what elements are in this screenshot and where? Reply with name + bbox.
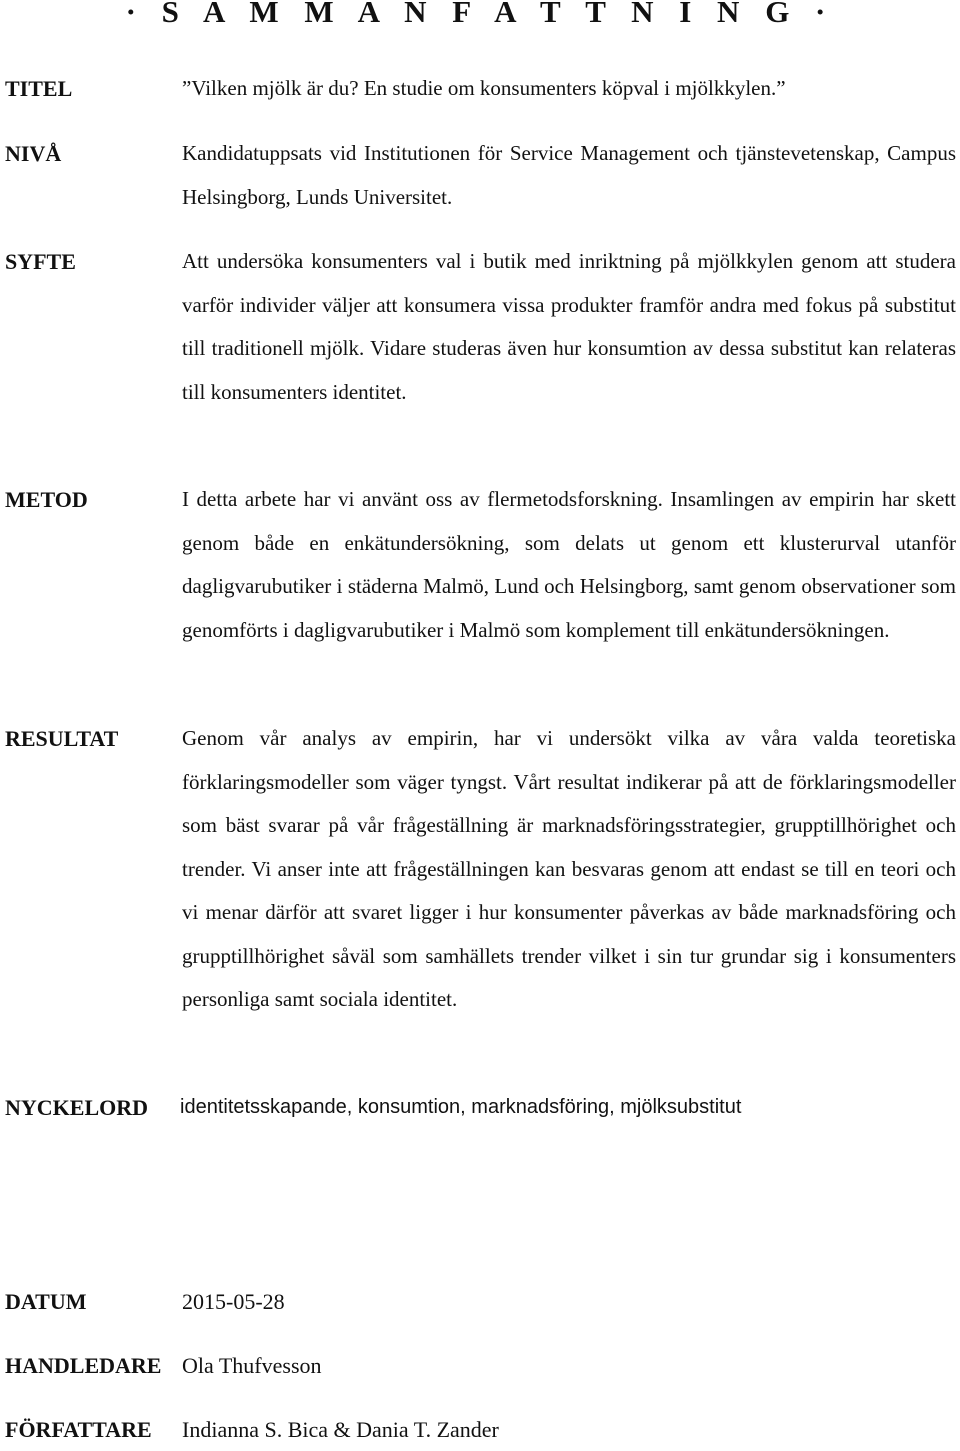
section-text-niva: Kandidatuppsats vid Institutionen för Service Management och tjänstevetenskap, Campus Helsingborg, Lunds Universitet. [182, 141, 956, 209]
forfattare-value: Indianna S. Bica & Dania T. Zander [182, 1417, 499, 1442]
datum-value: 2015-05-28 [182, 1289, 285, 1314]
section-label-niva: NIVÅ [5, 141, 62, 166]
section-label-syfte: SYFTE [5, 249, 76, 274]
section-text-metod: I detta arbete har vi använt oss av flermetodsforskning. Insamlingen av empirin har skett genom både en enkätundersökning, som delats ut genom ett klusterurval utanför dagligvarubutiker i städerna Malmö, Lund och Helsingborg, samt genom observationer som genomförts i dagligvarubutiker i Malmö som komplement till enkätundersökningen. [182, 487, 956, 642]
handledare-label: HANDLEDARE [5, 1353, 162, 1378]
handledare-value: Ola Thufvesson [182, 1353, 322, 1378]
keywords-label: NYCKELORD [5, 1095, 149, 1120]
section-label-titel: TITEL [5, 76, 73, 101]
keywords-text: identitetsskapande, konsumtion, marknadsföring, mjölksubstitut [180, 1096, 742, 1118]
section-label-metod: METOD [5, 487, 88, 512]
datum-label: DATUM [5, 1289, 87, 1314]
section-text-titel: ”Vilken mjölk är du? En studie om konsumenters köpval i mjölkkylen.” [182, 76, 786, 100]
section-text-resultat: Genom vår analys av empirin, har vi undersökt vilka av våra valda teoretiska förklaringsmodeller som väger tyngst. Vårt resultat indikerar på att de förklaringsmodeller som bäst svarar på vår frågeställning är marknadsföringsstrategier, grupptillhörighet och trender. Vi anser inte att frågeställningen kan besvaras genom att endast se till en teori och vi menar därför att svaret ligger i hur konsumenter påverkas av både marknadsföring och grupptillhörighet såväl som samhällets trender vilket i sin tur grundar sig i konsumenters personliga samt sociala identitet. [182, 726, 956, 1011]
page-title: · S A M M A N F A T T N I N G · [125, 0, 835, 29]
section-label-resultat: RESULTAT [5, 726, 119, 751]
forfattare-label: FÖRFATTARE [5, 1417, 152, 1442]
section-text-syfte: Att undersöka konsumenters val i butik med inriktning på mjölkkylen genom att studera varför individer väljer att konsumera vissa produkter framför andra med fokus på substitut till traditionell mjölk. Vidare studeras även hur konsumtion av dessa substitut kan relateras till konsumenters identitet. [182, 249, 956, 404]
